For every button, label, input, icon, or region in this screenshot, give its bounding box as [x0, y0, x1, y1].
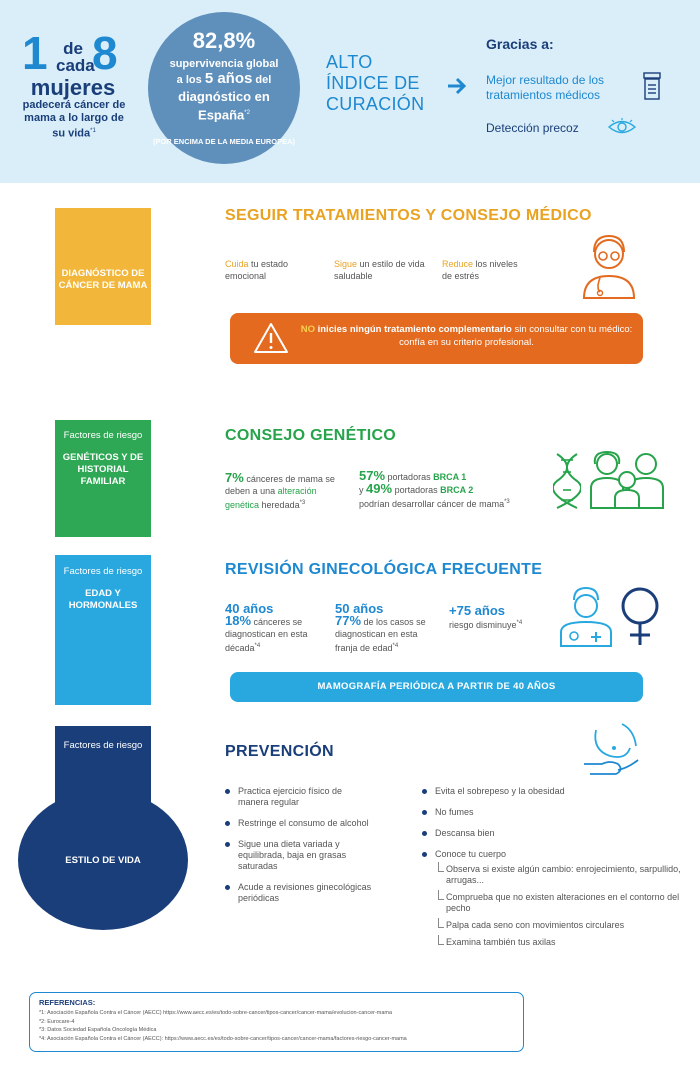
stat-text: cánceres se diagnostican en esta década [225, 617, 308, 653]
female-symbol-icon [617, 585, 663, 647]
stat-brca1: BRCA 1 [433, 472, 467, 482]
deteccion-precoz: Detección precoz [486, 121, 579, 135]
prevencion-list-2 [422, 786, 682, 954]
tip-highlight: Reduce [442, 259, 474, 269]
mamografia-banner: MAMOGRAFÍA PERIÓDICA A PARTIR DE 40 AÑOS [230, 672, 643, 702]
alto-line1: ALTO [326, 52, 373, 72]
stat-brca2: BRCA 2 [440, 485, 474, 495]
ref-mark: *4 [516, 620, 523, 626]
left-label-geneticos: GENÉTICOS Y DE HISTORIAL FAMILIAR [62, 452, 144, 487]
conoce-sublist [422, 864, 682, 948]
warning-text [294, 323, 639, 349]
alto-line3: CURACIÓN [326, 94, 425, 114]
sub-item: Palpa cada seno con movimientos circulares [438, 920, 682, 931]
reference-item: *2: Eurocare-4 [39, 1018, 75, 1025]
eye-icon [607, 118, 637, 136]
stat-pct: 77% [335, 613, 362, 628]
reference-item: *1: Asociación Española Contra el Cáncer (AECC) https://www.aecc.es/es/todo-sobre-cancer/tipos-cancer/cancer-mama/evolucion-cancer-mama [39, 1010, 393, 1016]
stat-pct: 57% [359, 468, 386, 483]
section-title-consejo-genetico: CONSEJO GENÉTICO [225, 427, 397, 444]
tip-sigue [334, 258, 429, 282]
survival-spain: España [198, 107, 245, 123]
list-item: Acude a revisiones ginecológicas periódicas [225, 882, 375, 904]
stat-age: 40 años [225, 601, 274, 616]
references-box [29, 992, 524, 1052]
stat-age: 50 años [335, 601, 384, 616]
warning-no: NO [300, 324, 315, 335]
stat-one: 1 [22, 27, 48, 79]
left-box-geneticos [55, 420, 151, 537]
dna-icon [553, 452, 581, 510]
left-label-factores: Factores de riesgo [63, 740, 143, 751]
stat-text: una [260, 486, 276, 496]
stat-text: de los casos se diagnostican en esta franja de edad [335, 617, 426, 653]
ref-mark: *3 [299, 500, 306, 506]
reference-item: *3: Datos Sociedad Española Oncología Médica [39, 1027, 157, 1033]
alto-indice [326, 52, 424, 115]
stat-50 [335, 603, 437, 654]
stat-de-cada: de cada [56, 39, 95, 75]
gracias-heading: Gracias a: [486, 36, 554, 52]
list-item: Descansa bien [422, 828, 682, 839]
stat-mujeres: mujeres [30, 75, 116, 100]
stat-text: podrían desarrollar cáncer de mama [359, 499, 505, 509]
section-title-tratamientos: SEGUIR TRATAMIENTOS Y CONSEJO MÉDICO [225, 207, 592, 224]
stat-text: y [359, 485, 364, 495]
stat-pct: 18% [225, 613, 252, 628]
mejor-resultado: Mejor resultado de los tratamientos médicos [486, 73, 605, 102]
top-banner [0, 0, 700, 183]
survival-a: a los [176, 74, 202, 86]
left-box-diagnostico [55, 208, 151, 325]
stat-pct: 7% [225, 470, 244, 485]
stat-genetica-7 [225, 472, 350, 511]
ref-mark: *4 [254, 643, 261, 649]
tip-reduce [442, 258, 527, 282]
doctor-icon [580, 232, 638, 300]
stat-brca [359, 470, 549, 510]
ref-mark: *4 [392, 643, 399, 649]
survival-note: (POR ENCIMA DE LA MEDIA EUROPEA) [152, 137, 296, 146]
sub-item: Examina también tus axilas [438, 937, 682, 948]
padecera-text: padecerá cáncer de mama a lo largo de su vida [22, 99, 126, 140]
list-item: Conoce tu cuerpo [422, 849, 682, 860]
stat-75 [449, 605, 549, 631]
sub-item: Comprueba que no existen alteraciones en el contorno del pecho [438, 892, 682, 914]
stat-padecera [20, 99, 128, 141]
tip-text: un estilo de vida saludable [334, 259, 425, 281]
warning-icon [252, 321, 290, 355]
ref-mark: *1 [90, 128, 96, 134]
warning-rest: sin consultar con tu médico: confía en su criterio profesional. [399, 324, 633, 348]
stat-age: +75 años [449, 603, 506, 618]
survival-percent: 82,8% [192, 28, 256, 53]
list-item: No fumes [422, 807, 682, 818]
sub-item: Observa si existe algún cambio: enrojecimiento, sarpullido, arrugas... [438, 864, 682, 886]
medicine-bottle-icon [642, 72, 662, 100]
tip-text: los niveles de estrés [442, 259, 518, 281]
left-label-factores: Factores de riesgo [63, 430, 143, 441]
section-title-prevencion: PREVENCIÓN [225, 743, 334, 760]
left-label-diagnostico: DIAGNÓSTICO DE CÁNCER DE MAMA [58, 268, 148, 291]
stat-text: cánceres de mama se deben a [225, 474, 335, 496]
left-label-factores: Factores de riesgo [63, 566, 143, 577]
survival-line3: diagnóstico en [178, 89, 270, 104]
left-label-estilo: ESTILO DE VIDA [65, 855, 141, 866]
tip-highlight: Cuida [225, 259, 249, 269]
alto-line2: ÍNDICE DE [326, 73, 420, 93]
prevencion-list-1 [225, 786, 375, 914]
list-item: Sigue una dieta variada y equilibrada, baja en grasas saturadas [225, 839, 375, 872]
list-item: Restringe el consumo de alcohol [225, 818, 375, 829]
stat-pct: 49% [366, 481, 393, 496]
survival-del: del [255, 74, 272, 86]
stat-text: portadoras [394, 485, 438, 495]
survival-circle [148, 12, 300, 164]
ref-mark: *3 [504, 499, 510, 505]
stat-eight: 8 [92, 27, 118, 79]
stat-text: portadoras [387, 472, 431, 482]
survival-line1: supervivencia global [169, 58, 279, 70]
section-title-revision: REVISIÓN GINECOLÓGICA FRECUENTE [225, 561, 543, 578]
ref-mark: *2 [244, 110, 250, 116]
survival-line2 [148, 72, 300, 87]
nurse-icon [558, 586, 614, 648]
stat-highlight: alteración genética [225, 486, 317, 510]
arrow-right-icon [446, 77, 468, 95]
references-title: REFERENCIAS: [39, 998, 96, 1007]
warning-bold: inicies ningún tratamiento complementario [317, 324, 512, 335]
list-item: Practica ejercicio físico de manera regular [225, 786, 375, 808]
survival-five-years: 5 años [204, 70, 253, 87]
list-item: Evita el sobrepeso y la obesidad [422, 786, 682, 797]
stat-text: riesgo disminuye [449, 620, 517, 630]
survival-line4 [148, 106, 300, 122]
breast-exam-icon [582, 720, 640, 778]
tip-text: tu estado emocional [225, 259, 289, 281]
family-icon [589, 450, 667, 510]
tip-highlight: Sigue [334, 259, 358, 269]
reference-item: *4: Asociación Española Contra el Cáncer (AECC): https://www.aecc.es/es/todo-sobre-cancer/tipos-cancer/cancer-mama/factores-riesgo-cancer-mama [39, 1035, 407, 1042]
left-label-edad: EDAD Y HORMONALES [68, 588, 138, 611]
stat-40 [225, 603, 325, 654]
warning-banner [230, 313, 643, 364]
tip-cuida [225, 258, 320, 282]
left-box-edad [55, 555, 151, 705]
stat-text: heredada [261, 500, 300, 510]
